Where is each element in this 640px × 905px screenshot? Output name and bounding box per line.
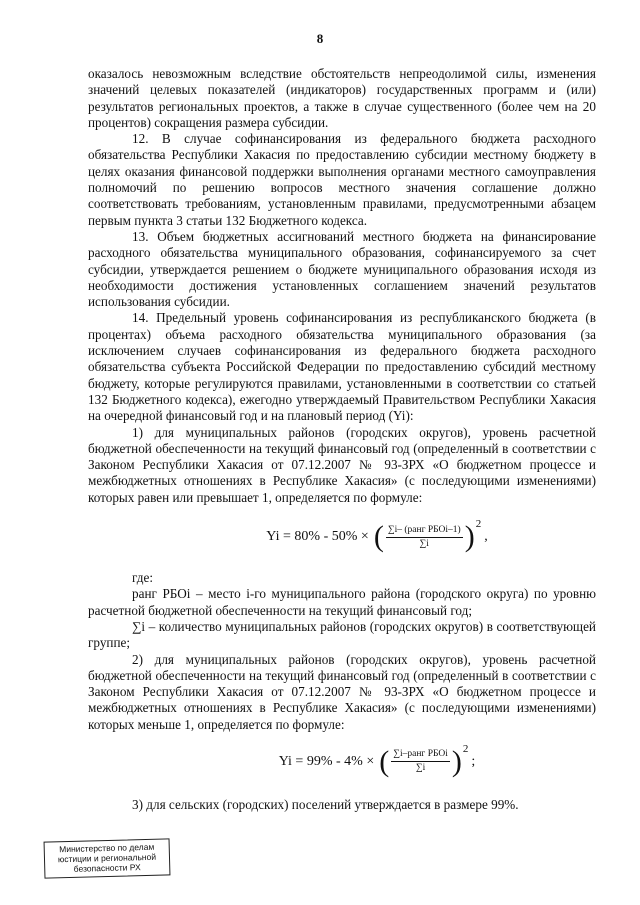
paragraph-where: где:	[132, 570, 153, 586]
formula-2-fraction	[391, 749, 450, 774]
formula-2-exponent: 2	[462, 742, 469, 755]
formula-2-right-paren: )	[451, 744, 462, 778]
stamp-line-2: юстиции и региональной	[57, 851, 157, 865]
definition-rank: ранг РБОi – место i-го муниципального района (городского округа) по уровню расчетной бюджетной обеспеченности на текущий финансовый год;	[88, 586, 596, 618]
formula-2-denominator: ∑i	[415, 763, 426, 774]
formula-2-tail: ;	[471, 753, 476, 769]
formula-1	[158, 517, 596, 554]
paragraph-continuation: оказалось невозможным вследствие обстоятельств непреодолимой силы, изменения значений целевых показателей (индикаторов) государственных программ и (или) результатов региональных проектов, а также в случае существенного (более чем на 20 процентов) сокращения размера субсидии.	[88, 66, 596, 130]
stamp-line-1: Министерство по делам	[59, 841, 155, 855]
document-body	[88, 66, 596, 813]
formula-1-exponent: 2	[475, 517, 482, 530]
formula-2	[158, 742, 596, 778]
paragraph-14-item-2: 2) для муниципальных районов (городских округов), уровень расчетной бюджетной обеспеченности на текущий финансовый год (определенный в соответствии с Законом Республики Хакасия от 07.12.2007 № 93-ЗРХ «О бюджетном процессе и межбюджетных отношениях в Республике Хакасия» (с последующими изменениями) которых меньше 1, определяется по формуле:	[88, 651, 596, 732]
formula-2-numerator: ∑i–ранг РБОi	[391, 749, 450, 762]
formula-1-fraction	[386, 525, 463, 550]
formula-2-left-paren: (	[379, 744, 390, 778]
formula-2-lhs: Yi = 99% - 4% ×	[278, 753, 375, 769]
paragraph-13: 13. Объем бюджетных ассигнований местного бюджета на финансирование расходного обязательства муниципального образования, софинансируемого за счет субсидии, утверждается решением о бюджете муниципального образования исходя из необходимости достижения установленных соглашением значений результатов использования субсидии.	[88, 228, 596, 310]
formula-1-right-paren: )	[464, 520, 475, 554]
paragraph-14-item-3: 3) для сельских (городских) поселений утверждается в размере 99%.	[132, 796, 519, 812]
formula-1-numerator: ∑i– (ранг РБОi–1)	[386, 525, 463, 538]
paragraph-14: 14. Предельный уровень софинансирования из республиканского бюджета (в процентах) объема расходного обязательства муниципального образования (за исключением случаев софинансирования из федерального бюджета расходного обязательства субъекта Российской Федерации по предоставлению субсидий местному бюджету, которые регулируются правилами, установленными в соответствии со статьей 132 Бюджетного кодекса), ежегодно утверждаемый Правительством Республики Хакасия на очередной финансовый год и на плановый период (Yi):	[88, 310, 596, 424]
paragraph-12: 12. В случае софинансирования из федерального бюджета расходного обязательства Республики Хакасия по предоставлению субсидии местному бюджету в целях оказания финансовой поддержки выполнения органами местного самоуправления полномочий по решению вопросов местного значения соглашение должно соответствовать требованиям, установленным правилами, предусмотренными абзацем первым пункта 3 статьи 132 Бюджетного кодекса.	[88, 131, 596, 228]
formula-1-fraction-group	[373, 517, 482, 554]
page-number: 8	[316, 31, 324, 46]
formula-1-lhs: Yi = 80% - 50% ×	[266, 528, 369, 544]
paragraph-14-item-1: 1) для муниципальных районов (городских округов), уровень расчетной бюджетной обеспеченности на текущий финансовый год (определенный в соответствии с Законом Республики Хакасия от 07.12.2007 № 93-ЗРХ «О бюджетном процессе и межбюджетных отношениях в Республике Хакасия» (с последующими изменениями) которых равен или превышает 1, определяется по формуле:	[88, 424, 596, 505]
formula-1-denominator: ∑i	[419, 538, 429, 549]
stamp-line-3: безопасности РХ	[73, 862, 141, 874]
formula-1-tail: ,	[484, 528, 488, 544]
definition-sum: ∑i – количество муниципальных районов (городских округов) в соответствующей группе;	[88, 618, 596, 651]
formula-2-fraction-group	[379, 742, 469, 778]
ministry-stamp	[44, 838, 171, 878]
formula-1-left-paren: (	[373, 520, 384, 554]
